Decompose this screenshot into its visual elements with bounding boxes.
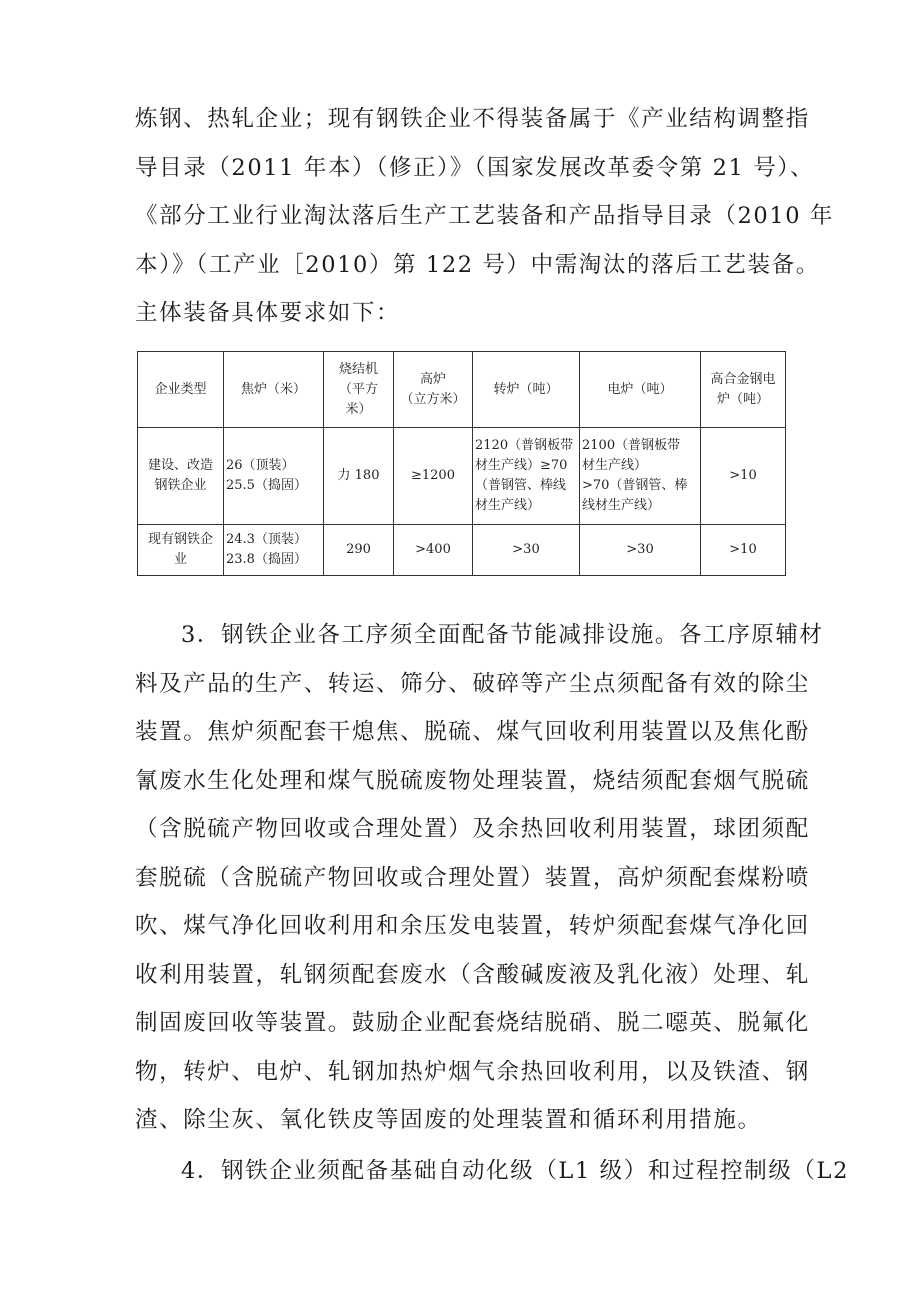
header-enterprise-type: 企业类型 [138,352,224,428]
cell-electric: >30 [580,525,701,576]
text-line: 套脱硫（含脱硫产物回收或合理处置）装置，高炉须配套煤粉喷 [135,864,810,891]
text-line: 主体装备具体要求如下： [135,300,401,326]
table-row [138,428,786,525]
text-line: 炼钢、热轧企业；现有钢铁企业不得装备属于《产业结构调整指 [135,106,810,132]
cell-converter: >30 [473,525,580,576]
header-coke-oven: 焦炉（米） [224,352,324,428]
text-line: 渣、除尘灰、氧化铁皮等固废的处理装置和循环利用措施。 [135,1107,762,1133]
cell-converter: 2120（普钢板带 材生产线）≥70 （普钢管、棒线 材生产线） [473,428,580,525]
header-electric-furnace: 电炉（吨） [580,352,701,428]
header-sinter: 烧结机 （平方 米） [324,352,394,428]
cell-alloy: >10 [701,525,786,576]
text-line: 4．钢铁企业须配备基础自动化级（L1 级）和过程控制级（L2 [181,1158,849,1184]
cell-electric: 2100（普钢板带 材生产线） >70（普钢管、棒 线材生产线） [580,428,701,525]
header-converter: 转炉（吨） [473,352,580,428]
text-line: 物，转炉、电炉、轧钢加热炉烟气余热回收利用，以及铁渣、钢 [135,1058,810,1085]
text-line: 氰废水生化处理和煤气脱硫废物处理装置，烧结须配套烟气脱硫 [135,767,810,794]
paragraph-4 [135,1147,849,1196]
text-line: 《部分工业行业淘汰落后生产工艺装备和产品指导目录（2010 年 [135,203,835,229]
text-line: 导目录（2011 年本）（修正）》（国家发展改革委令第 21 号）、 [135,154,815,181]
table-row [138,525,786,576]
text-line: 收利用装置，轧钢须配套废水（含酸碱废液及乳化液）处理、轧 [135,961,810,988]
header-alloy-furnace: 高合金钢电 炉（吨） [701,352,786,428]
text-line: 本）》（工产业［2010）第 122 号）中需淘汰的落后工艺装备。 [135,251,820,278]
cell-sinter: 290 [324,525,394,576]
text-line: （含脱硫产物回收或合理处置）及余热回收利用装置，球团须配 [135,816,810,842]
cell-blast: >400 [394,525,473,576]
header-blast-furnace: 高炉 （立方米） [394,352,473,428]
table-header-row [138,352,786,428]
cell-sinter: 力 180 [324,428,394,525]
text-line: 装置。焦炉须配套干熄焦、脱硫、煤气回收利用装置以及焦化酚 [135,719,810,745]
cell-coke: 24.3（顶装） 23.8（捣固） [224,525,324,576]
text-line: 制固废回收等装置。鼓励企业配套烧结脱硝、脱二噁英、脱氟化 [135,1010,810,1036]
cell-type: 建设、改造 钢铁企业 [138,428,224,525]
text-line: 料及产品的生产、转运、筛分、破碎等产尘点须配备有效的除尘 [135,670,810,697]
cell-alloy: >10 [701,428,786,525]
text-line: 吹、煤气净化回收利用和余压发电装置，转炉须配套煤气净化回 [135,913,810,939]
intro-paragraph [135,95,835,338]
text-line: 3．钢铁企业各工序须全面配备节能减排设施。各工序原辅材 [181,622,824,648]
cell-type: 现有钢铁企 业 [138,525,224,576]
paragraph-3 [135,611,824,1145]
cell-blast: ≥1200 [394,428,473,525]
cell-coke: 26（顶装） 25.5（捣固） [224,428,324,525]
equipment-requirements-table [137,351,786,576]
